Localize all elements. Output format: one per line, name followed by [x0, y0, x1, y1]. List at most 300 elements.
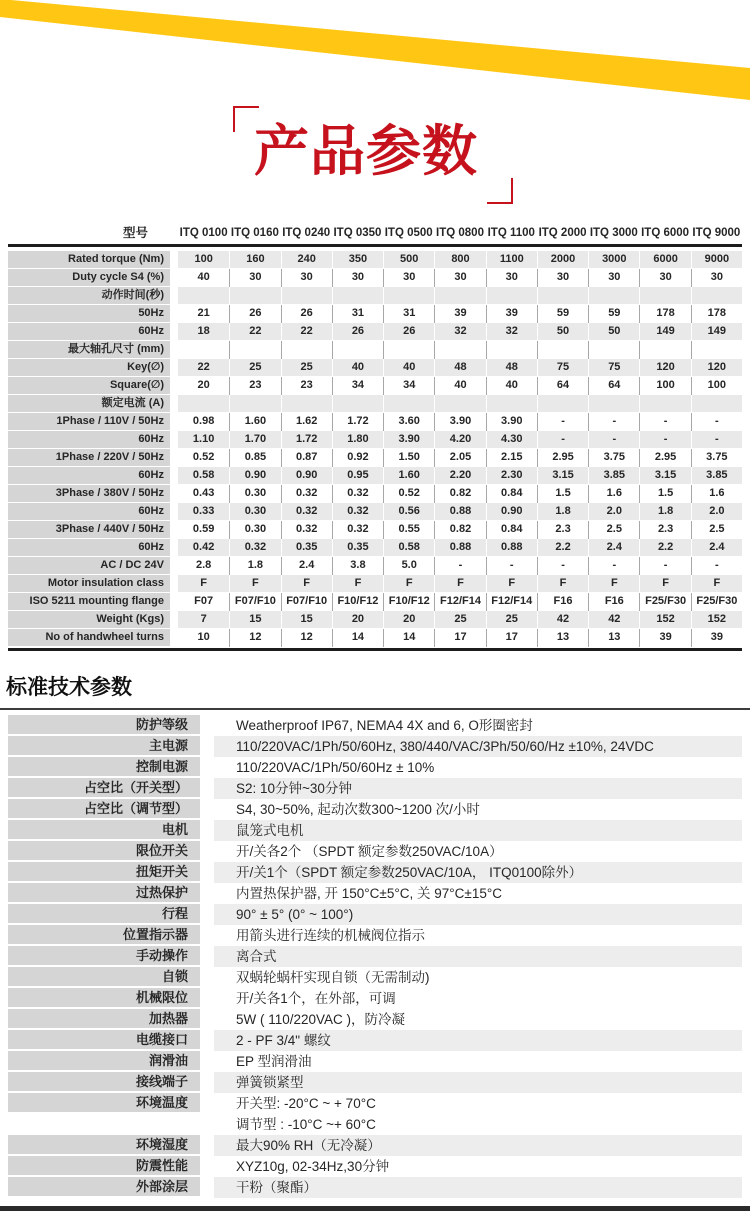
header-gap [170, 222, 178, 244]
tech-row-value [214, 904, 742, 925]
spec-value-cell: 2000 [537, 251, 588, 269]
spec-value-cell: 18 [178, 323, 229, 341]
spec-value-cell: 30 [639, 269, 690, 287]
spec-value-cell: 1100 [486, 251, 537, 269]
tech-row-label-cell [8, 883, 200, 904]
tech-value-line: 开/关各2个 （SPDT 额定参数250VAC/10A） [236, 844, 503, 859]
spec-value-cell: 1.80 [332, 431, 383, 449]
spec-row-label: 60Hz [8, 467, 170, 485]
spec-value-cell: F16 [537, 593, 588, 611]
table-row [8, 449, 742, 467]
spec-value-cell: 17 [434, 629, 485, 647]
row-gap [200, 757, 214, 778]
tech-row-label-cell [8, 1072, 200, 1093]
spec-value-cell [588, 341, 639, 359]
spec-value-cell: 34 [383, 377, 434, 395]
spec-value-cell: 3.90 [383, 431, 434, 449]
spec-value-cell: 31 [383, 305, 434, 323]
tech-row-value [214, 883, 742, 904]
spec-value-cell: 0.92 [332, 449, 383, 467]
spec-value-cell [383, 287, 434, 305]
row-gap [170, 323, 178, 341]
spec-value-cell [229, 287, 280, 305]
spec-value-cell: 3.90 [434, 413, 485, 431]
tech-row-label-cell [8, 862, 200, 883]
tech-row-label-cell [8, 1009, 200, 1030]
model-header-cell: ITQ 0350 [333, 227, 382, 239]
spec-value-cell: 2.15 [486, 449, 537, 467]
row-gap [170, 359, 178, 377]
tech-row-label-cell [8, 778, 200, 799]
spec-value-cell: 20 [332, 611, 383, 629]
spec-value-cell [486, 395, 537, 413]
tech-row-label: 机械限位 [8, 988, 200, 1007]
spec-value-cell: 25 [229, 359, 280, 377]
row-gap [170, 413, 178, 431]
spec-value-cell [178, 395, 229, 413]
spec-value-cell: 800 [434, 251, 485, 269]
spec-value-cell [691, 287, 742, 305]
row-gap [170, 593, 178, 611]
tech-row-label-cell [8, 988, 200, 1009]
spec-value-cell: 26 [281, 305, 332, 323]
table-row [8, 778, 742, 799]
spec-value-cell [332, 395, 383, 413]
spec-value-cell: 2.3 [639, 521, 690, 539]
tech-row-label-cell [8, 904, 200, 925]
spec-value-cell: 350 [332, 251, 383, 269]
spec-table-header-row [8, 222, 742, 244]
spec-value-cell: 2.2 [639, 539, 690, 557]
table-row [8, 1093, 742, 1135]
row-gap [170, 485, 178, 503]
table-row [8, 820, 742, 841]
table-row [8, 841, 742, 862]
tech-value-line: 最大90% RH（无冷凝） [236, 1138, 381, 1153]
table-row [8, 539, 742, 557]
table-row [8, 323, 742, 341]
tech-value-line: 90° ± 5° (0° ~ 100°) [236, 907, 354, 922]
spec-value-cell: 0.35 [281, 539, 332, 557]
spec-value-cell [178, 341, 229, 359]
tech-row-value [214, 988, 742, 1009]
tech-value-line: 开/关各1个，在外部，可调 [236, 991, 396, 1006]
spec-value-cell: 30 [229, 269, 280, 287]
spec-value-cell: 6000 [639, 251, 690, 269]
spec-value-cell: 75 [537, 359, 588, 377]
row-gap [200, 988, 214, 1009]
tech-value-line: S4, 30~50%, 起动次数300~1200 次/小时 [236, 802, 480, 817]
page-title: 产品参数 [253, 120, 478, 182]
tech-row-label: 环境温度 [8, 1093, 200, 1112]
row-gap [200, 736, 214, 757]
tech-row-value [214, 799, 742, 820]
row-gap [170, 431, 178, 449]
row-gap [200, 715, 214, 736]
spec-value-cell: 12 [281, 629, 332, 647]
spec-value-cell: 26 [332, 323, 383, 341]
spec-value-cell: 14 [383, 629, 434, 647]
tech-row-label-cell [8, 1156, 200, 1177]
tech-row-value [214, 736, 742, 757]
spec-value-cell: 14 [332, 629, 383, 647]
corner-bracket-top-left-icon [233, 106, 259, 132]
spec-row-label: No of handwheel turns [8, 629, 170, 647]
spec-value-cell: 64 [588, 377, 639, 395]
spec-value-cell: 0.33 [178, 503, 229, 521]
table-row [8, 377, 742, 395]
table-row [8, 736, 742, 757]
spec-value-cell: 0.59 [192, 523, 215, 535]
spec-value-cell [537, 287, 588, 305]
table-row [8, 757, 742, 778]
spec-row-label: 最大轴孔尺寸 (mm) [8, 341, 170, 359]
spec-value-cell [691, 341, 742, 359]
spec-value-cell: - [537, 431, 588, 449]
table-row [8, 305, 742, 323]
spec-value-cell: 5.0 [383, 557, 434, 575]
spec-value-cell: 39 [691, 629, 742, 647]
spec-value-cell: 0.32 [281, 485, 332, 503]
tech-row-value [214, 1156, 742, 1177]
spec-value-cell: 1.72 [332, 413, 383, 431]
spec-value-cell: 2.5 [691, 521, 742, 539]
spec-value-cell: - [588, 557, 639, 575]
spec-value-cell [332, 341, 383, 359]
spec-value-cell: 0.56 [383, 503, 434, 521]
row-gap [200, 904, 214, 925]
tech-heading-divider-line [0, 708, 750, 710]
spec-value-cell: 152 [639, 611, 690, 629]
row-gap [200, 967, 214, 988]
model-header-cell: ITQ 0160 [230, 227, 279, 239]
row-gap [200, 862, 214, 883]
spec-value-cell: 0.42 [178, 539, 229, 557]
row-gap [170, 251, 178, 269]
table-row [8, 1030, 742, 1051]
tech-row-label: 环境湿度 [8, 1135, 200, 1154]
tech-row-label-cell [8, 820, 200, 841]
spec-row-label: 动作时间(秒) [8, 287, 170, 305]
spec-value-cell: 25 [486, 611, 537, 629]
row-gap [200, 883, 214, 904]
spec-value-cell: 50 [588, 323, 639, 341]
corner-bracket-bottom-right-icon [487, 178, 513, 204]
spec-value-cell: 2.2 [537, 539, 588, 557]
row-gap [170, 377, 178, 395]
spec-value-cell: 0.32 [332, 485, 383, 503]
spec-value-cell: - [691, 431, 742, 449]
spec-row-label: Weight (Kgs) [8, 611, 170, 629]
tech-row-value [214, 1030, 742, 1051]
spec-value-cell: 0.90 [281, 467, 332, 485]
spec-value-cell: 30 [486, 269, 537, 287]
spec-value-cell: 32 [434, 323, 485, 341]
spec-value-cell: 0.52 [192, 451, 215, 463]
tech-row-label: 加热器 [8, 1009, 200, 1028]
spec-value-cell [639, 341, 690, 359]
tech-row-label: 自锁 [8, 967, 200, 986]
tech-value-line: Weatherproof IP67, NEMA4 4X and 6, O形圈密封 [236, 718, 533, 733]
spec-value-cell [434, 341, 485, 359]
spec-value-cell: 0.32 [332, 521, 383, 539]
table-row [8, 1135, 742, 1156]
spec-value-cell [383, 395, 434, 413]
spec-value-cell: F16 [588, 593, 639, 611]
spec-value-cell: 100 [178, 251, 229, 269]
spec-value-cell: 13 [537, 629, 588, 647]
table-row [8, 629, 742, 647]
tech-row-label: 占空比（开关型） [8, 778, 200, 797]
tech-row-value [214, 946, 742, 967]
spec-value-cell: 0.88 [434, 539, 485, 557]
spec-value-cell: 0.32 [229, 539, 280, 557]
spec-value-cell: 2.05 [434, 449, 485, 467]
spec-value-cell: 3.8 [332, 557, 383, 575]
model-header-cell: ITQ 0500 [384, 227, 433, 239]
spec-value-cell: 2.30 [486, 467, 537, 485]
tech-row-value [214, 841, 742, 862]
spec-value-cell [229, 395, 280, 413]
spec-value-cell: 32 [486, 323, 537, 341]
table-row [8, 593, 742, 611]
row-gap [200, 778, 214, 799]
row-gap [200, 1030, 214, 1051]
spec-value-cell: 2.4 [588, 539, 639, 557]
row-gap [170, 521, 178, 539]
row-gap [200, 1156, 214, 1177]
spec-value-cell: 23 [281, 377, 332, 395]
spec-value-cell [691, 395, 742, 413]
row-gap [170, 629, 178, 647]
spec-value-cell: 20 [197, 379, 210, 391]
tech-table [8, 715, 742, 1198]
tech-value-line: 弹簧锁紧型 [236, 1075, 304, 1090]
spec-value-cell [281, 287, 332, 305]
tech-value-line: EP 型润滑油 [236, 1054, 312, 1069]
spec-value-cell: F25/F30 [639, 593, 690, 611]
tech-row-value [214, 1177, 742, 1198]
table-row [8, 715, 742, 736]
spec-value-cell: 1.72 [281, 431, 332, 449]
spec-value-cell: 0.30 [229, 521, 280, 539]
spec-row-label: 额定电流 (A) [8, 395, 170, 413]
spec-value-cell: - [537, 413, 588, 431]
spec-value-cell: 4.30 [486, 431, 537, 449]
tech-row-label: 手动操作 [8, 946, 200, 965]
spec-value-cell: 39 [486, 305, 537, 323]
tech-row-value [214, 1072, 742, 1093]
tech-row-label-cell [8, 736, 200, 757]
spec-value-cell: 0.55 [383, 521, 434, 539]
spec-value-cell: 26 [229, 305, 280, 323]
tech-row-label: 占空比（调节型） [8, 799, 200, 818]
spec-value-cell: 0.82 [434, 485, 485, 503]
spec-value-cell: F25/F30 [691, 593, 742, 611]
model-header-cell: ITQ 9000 [692, 227, 741, 239]
spec-value-cell: 3000 [588, 251, 639, 269]
spec-row-label: Rated torque (Nm) [8, 251, 170, 269]
spec-value-cell: 2.5 [588, 521, 639, 539]
tech-row-label-cell [8, 1051, 200, 1072]
spec-value-cell: 4.20 [434, 431, 485, 449]
spec-value-cell [639, 395, 690, 413]
spec-value-cell: 1.8 [639, 503, 690, 521]
spec-value-cell: 0.90 [229, 467, 280, 485]
tech-row-value [214, 778, 742, 799]
tech-value-line: 调节型 : -10°C ~+ 60°C [236, 1117, 376, 1132]
row-gap [170, 341, 178, 359]
spec-value-cell: 178 [639, 305, 690, 323]
spec-value-cell: 10 [197, 631, 210, 643]
row-gap [170, 503, 178, 521]
tech-value-line: 双蜗轮蜗杆实现自锁（无需制动) [236, 970, 430, 985]
spec-value-cell: 100 [639, 377, 690, 395]
table-row [8, 485, 742, 503]
tech-row-label-cell [8, 1135, 200, 1156]
row-gap [200, 820, 214, 841]
spec-value-cell: 50 [537, 323, 588, 341]
model-header-cell: ITQ 0800 [436, 227, 484, 239]
spec-value-cell: 0.85 [229, 449, 280, 467]
spec-row-label: 60Hz [8, 539, 170, 557]
tech-row-label-cell [8, 841, 200, 862]
tech-row-label: 外部涂层 [8, 1177, 200, 1196]
spec-value-cell: 15 [229, 611, 280, 629]
spec-value-cell: 2.0 [691, 503, 742, 521]
spec-value-cell: 59 [537, 305, 588, 323]
tech-row-value [214, 967, 742, 988]
table-row [8, 467, 742, 485]
spec-value-cell [229, 341, 280, 359]
model-column-label: 型号 [122, 226, 148, 240]
row-gap [200, 799, 214, 820]
spec-value-cell: - [588, 431, 639, 449]
spec-value-cell: 22 [229, 323, 280, 341]
tech-value-line: 内置热保护器, 开 150°C±5°C, 关 97°C±15°C [236, 886, 502, 901]
spec-value-cell: 2.95 [537, 449, 588, 467]
table-row [8, 1009, 742, 1030]
spec-row-label: 3Phase / 380V / 50Hz [8, 485, 170, 503]
spec-value-cell [486, 341, 537, 359]
spec-value-cell: 2.3 [537, 521, 588, 539]
table-row [8, 883, 742, 904]
row-gap [170, 395, 178, 413]
row-gap [200, 1051, 214, 1072]
tech-value-line: 干粉（聚酯） [236, 1180, 317, 1195]
spec-value-cell: 59 [588, 305, 639, 323]
spec-value-cell: 3.90 [486, 413, 537, 431]
spec-value-cell: 0.58 [383, 539, 434, 557]
row-gap [170, 305, 178, 323]
spec-value-cell [588, 287, 639, 305]
spec-value-cell: F [639, 575, 690, 593]
tech-row-value [214, 820, 742, 841]
spec-value-cell: 1.5 [639, 485, 690, 503]
spec-value-cell: 0.52 [383, 485, 434, 503]
table-row [8, 359, 742, 377]
spec-value-cell: F10/F12 [383, 593, 434, 611]
table-row [8, 925, 742, 946]
spec-value-cell: - [639, 413, 690, 431]
spec-value-cell: F12/F14 [486, 593, 537, 611]
spec-value-cell: 25 [434, 611, 485, 629]
spec-value-cell: 0.82 [434, 521, 485, 539]
spec-value-cell: F07/F10 [281, 593, 332, 611]
spec-value-cell: F [281, 575, 332, 593]
spec-row-label: AC / DC 24V [8, 557, 170, 575]
spec-value-cell: 48 [434, 359, 485, 377]
row-gap [170, 467, 178, 485]
model-header-cell: ITQ 6000 [641, 227, 690, 239]
tech-row-value [214, 1009, 742, 1030]
tech-value-line: 5W ( 110/220VAC )，防冷凝 [236, 1012, 406, 1027]
spec-value-cell: 30 [588, 269, 639, 287]
table-row [8, 611, 742, 629]
tech-row-label: 限位开关 [8, 841, 200, 860]
spec-value-cell: 30 [691, 269, 742, 287]
table-row [8, 251, 742, 269]
table-row [8, 503, 742, 521]
spec-value-cell: 7 [178, 611, 229, 629]
spec-value-cell: 1.8 [537, 503, 588, 521]
tech-row-label-cell [8, 799, 200, 820]
spec-value-cell: 40 [486, 377, 537, 395]
spec-value-cell: 0.58 [178, 467, 229, 485]
table-row [8, 413, 742, 431]
spec-value-cell [434, 287, 485, 305]
table-row [8, 395, 742, 413]
spec-value-cell: 160 [229, 251, 280, 269]
tech-row-value [214, 862, 742, 883]
spec-value-cell: 21 [197, 307, 210, 319]
spec-value-cell: 39 [639, 629, 690, 647]
spec-value-cell [588, 395, 639, 413]
spec-value-cell: 1.5 [537, 485, 588, 503]
tech-value-line: 2 - PF 3/4" 螺纹 [236, 1033, 331, 1048]
tech-row-label: 位置指示器 [8, 925, 200, 944]
tech-value-line: XYZ10g, 02-34Hz,30分钟 [236, 1159, 390, 1174]
yellow-ribbon-decoration [0, 0, 750, 102]
table-row [8, 862, 742, 883]
spec-value-cell: 0.32 [281, 503, 332, 521]
spec-table-bottom-line [8, 648, 742, 651]
spec-value-cell [537, 395, 588, 413]
spec-value-cell: F07 [194, 595, 214, 607]
spec-table [8, 222, 742, 651]
spec-row-label: 60Hz [8, 431, 170, 449]
spec-row-label: 3Phase / 440V / 50Hz [8, 521, 170, 539]
tech-row-value [214, 1093, 742, 1135]
tech-row-label-cell [8, 715, 200, 736]
table-row [8, 799, 742, 820]
spec-value-cell: 178 [691, 305, 742, 323]
spec-value-cell: 30 [281, 269, 332, 287]
spec-value-cell [639, 287, 690, 305]
spec-value-cell: 17 [486, 629, 537, 647]
spec-row-label: Key(∅) [8, 359, 170, 377]
spec-value-cell: 2.4 [691, 539, 742, 557]
spec-value-cell [281, 341, 332, 359]
spec-row-label: ISO 5211 mounting flange [8, 593, 170, 611]
spec-value-cell [537, 341, 588, 359]
spec-value-cell: 0.84 [486, 521, 537, 539]
tech-row-label: 过热保护 [8, 883, 200, 902]
spec-value-cell: 22 [281, 323, 332, 341]
spec-value-cell: 1.10 [178, 431, 229, 449]
spec-value-cell: 0.32 [332, 503, 383, 521]
spec-value-cell: 149 [639, 323, 690, 341]
